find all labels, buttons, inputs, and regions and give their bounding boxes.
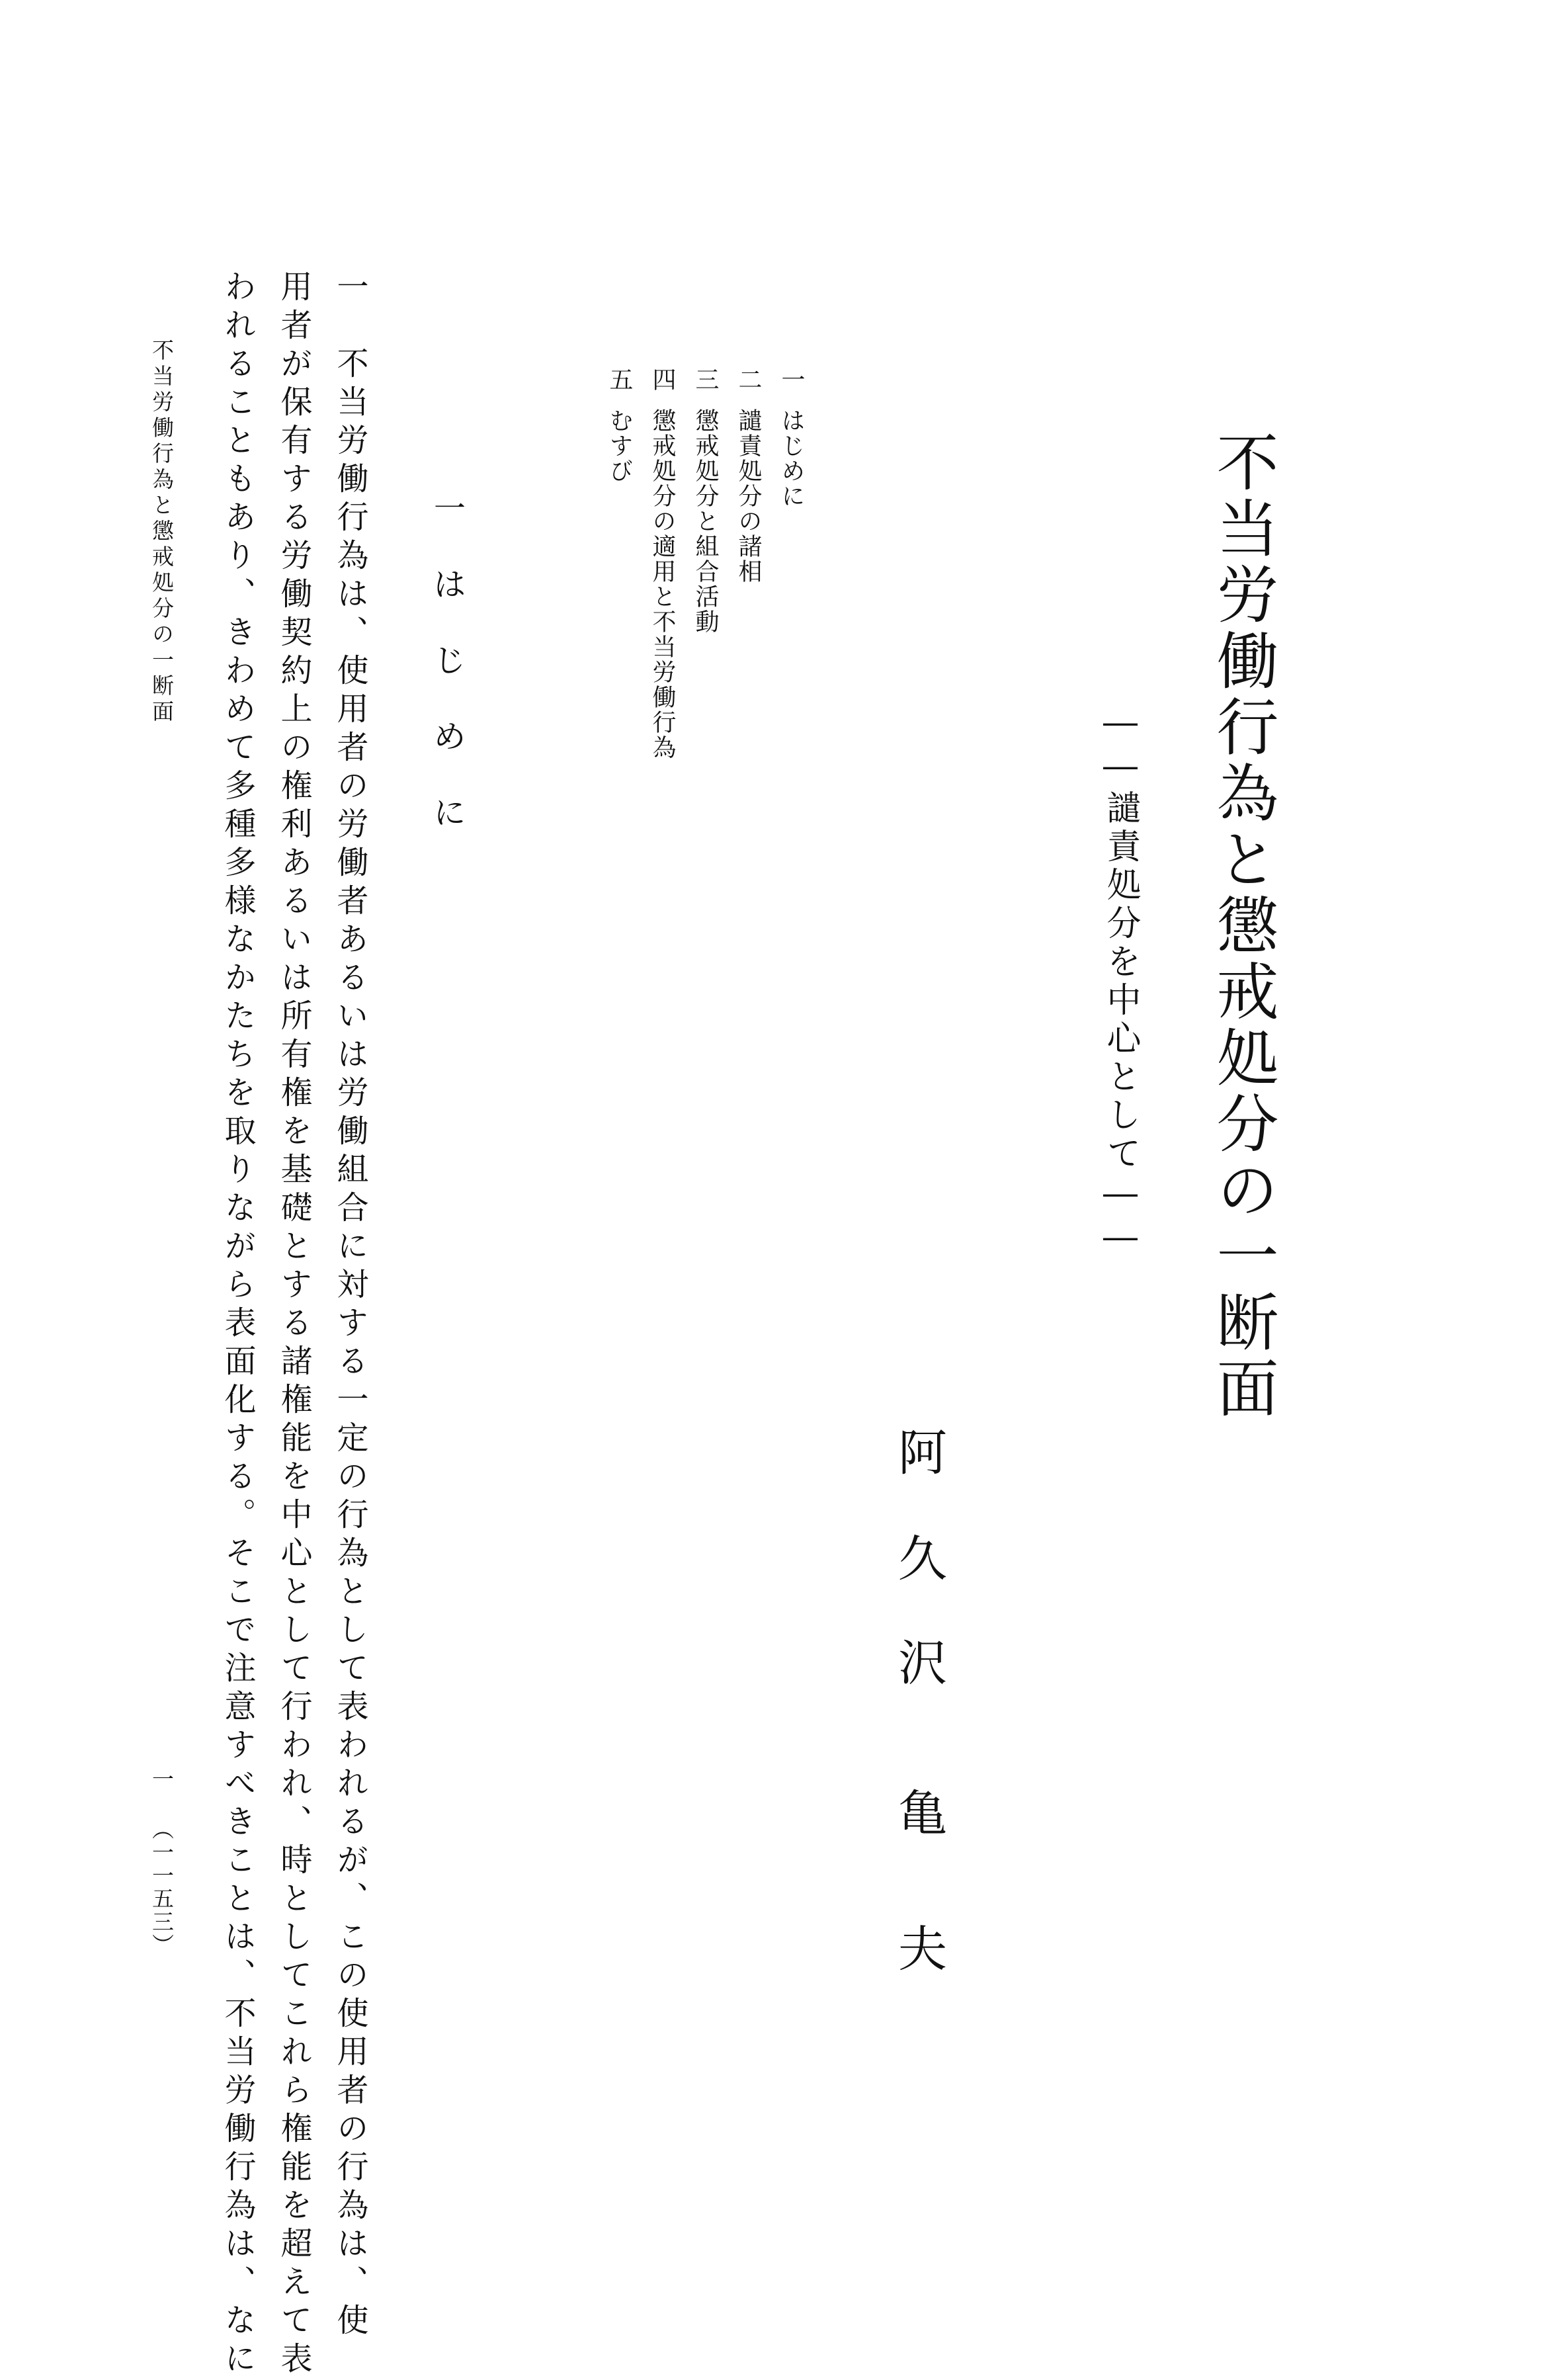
toc-item-label: はじめに xyxy=(778,408,805,509)
article-title: 不当労働行為と懲戒処分の一断面 xyxy=(1206,430,1278,1422)
toc-item-label: むすび xyxy=(606,408,633,484)
page-number: 一 xyxy=(149,1767,175,1792)
toc-item-label: 譴責処分の諸相 xyxy=(735,408,762,584)
toc-item-number: 一 xyxy=(778,367,805,392)
section-heading-char: は xyxy=(433,566,466,603)
toc-item xyxy=(731,367,770,830)
author-char: 夫 xyxy=(898,1921,947,1978)
body-text-column: われることもあり、きわめて多種多様なかたちを取りながら表面化する。そこで注意すべきことは、不当労働行為は、なに xyxy=(219,270,256,2380)
section-heading-char: じ xyxy=(433,642,466,679)
toc-item xyxy=(774,367,813,830)
toc-item xyxy=(688,367,728,830)
running-title: 不当労働行為と懲戒処分の一断面 xyxy=(149,339,175,726)
body-text-column: 一 不当労働行為は、使用者の労働者あるいは労働組合に対する一定の行為として表われるが、この使用者の行為は、使 xyxy=(331,270,368,2342)
toc-item xyxy=(645,367,685,830)
toc-item xyxy=(602,367,642,830)
section-heading-char: に xyxy=(433,794,466,831)
author-char: 沢 xyxy=(898,1635,947,1692)
author-char: 阿 xyxy=(898,1425,947,1482)
section-heading-char: め xyxy=(433,718,466,755)
toc-item-number: 二 xyxy=(735,367,762,392)
author-char: 亀 xyxy=(898,1785,947,1842)
author-char: 久 xyxy=(898,1531,947,1588)
section-heading-char: 一 xyxy=(433,490,466,527)
toc-item-label: 懲戒処分の適用と不当労働行為 xyxy=(649,408,676,760)
table-of-contents xyxy=(582,367,820,830)
toc-item-number: 五 xyxy=(606,367,633,392)
article-subtitle: ――譴責処分を中心として―― xyxy=(1101,702,1140,1261)
body-text-column: 用者が保有する労働契約上の権利あるいは所有権を基礎とする諸権能を中心として行われ、時としてこれら権能を超えて表 xyxy=(275,270,312,2380)
toc-item-number: 四 xyxy=(649,367,676,392)
section-heading xyxy=(423,490,476,863)
toc-item-label: 懲戒処分と組合活動 xyxy=(692,408,719,634)
author-name xyxy=(886,1425,959,1978)
toc-item-number: 三 xyxy=(692,367,719,392)
page-number-cumulative: （一一五三） xyxy=(149,1818,175,1957)
